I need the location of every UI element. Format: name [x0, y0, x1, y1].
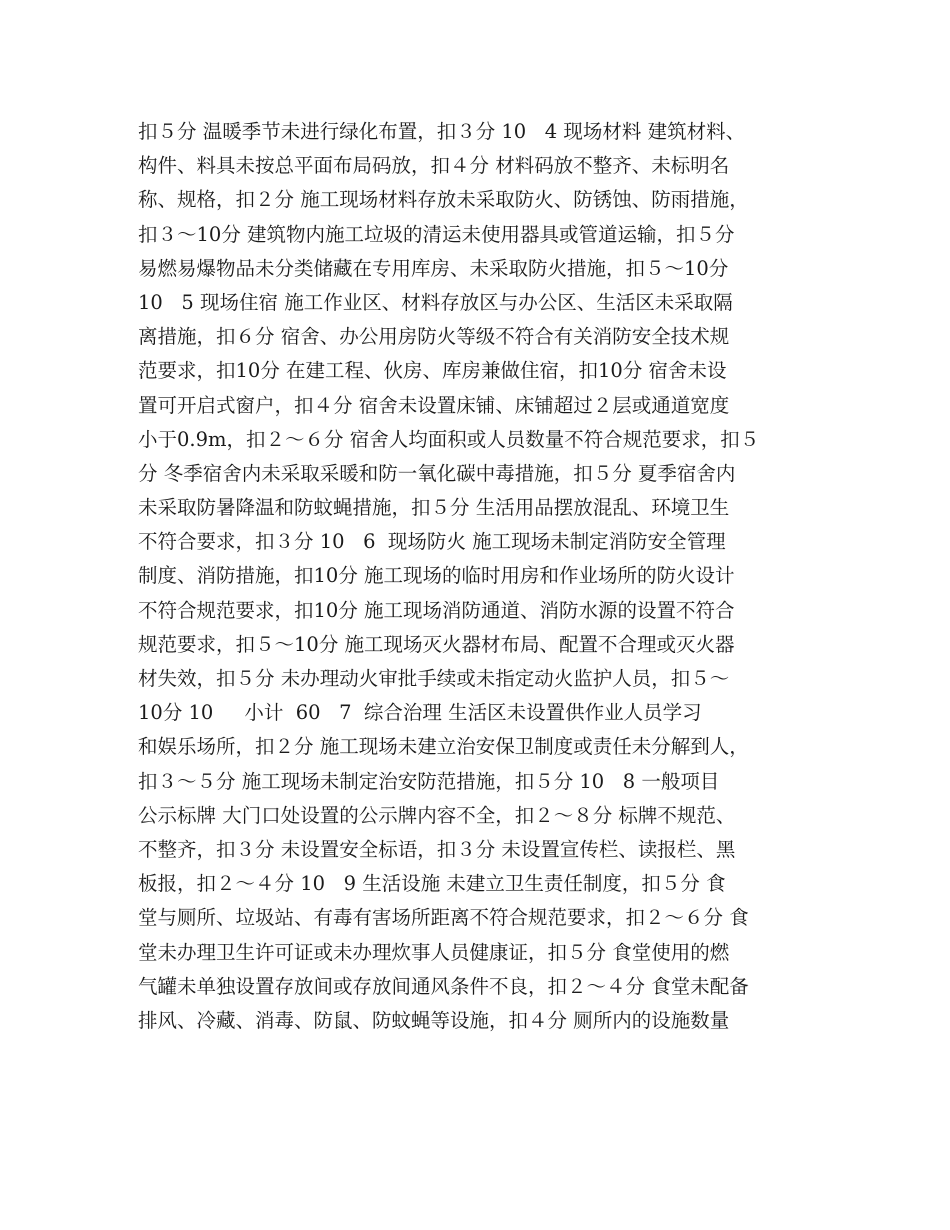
text-line: 构件、料具未按总平面布局码放，扣４分 材料码放不整齐、未标明名 [138, 154, 730, 178]
text-line: 公示标牌 大门口处设置的公示牌内容不全，扣２～８分 标牌不规范、 [138, 803, 736, 827]
text-line: 扣３～５分 施工现场未制定治安防范措施，扣５分 10 8 一般项目 [138, 769, 720, 793]
text-line: 置可开启式窗户，扣４分 宿舍未设置床铺、床铺超过２层或通道宽度 [138, 393, 730, 417]
text-line: 小于0.9m，扣２～６分 宿舍人均面积或人员数量不符合规范要求，扣５ [138, 427, 760, 451]
text-line: 不整齐，扣３分 未设置安全标语，扣３分 未设置宣传栏、读报栏、黑 [138, 837, 736, 861]
text-line: 称、规格，扣２分 施工现场材料存放未采取防火、防锈蚀、防雨措施， [138, 188, 749, 212]
text-line: 材失效，扣５分 未办理动火审批手续或未指定动火监护人员，扣５～ [138, 667, 730, 690]
text-line: 排风、冷藏、消毒、防鼠、防蚊蝇等设施，扣４分 厕所内的设施数量 [138, 1008, 730, 1032]
text-line: 不符合规范要求，扣10分 施工现场消防通道、消防水源的设置不符合 [138, 598, 735, 622]
text-line: 堂未办理卫生许可证或未办理炊事人员健康证，扣５分 食堂使用的燃 [138, 940, 730, 964]
text-line: 板报，扣２～４分 10 9 生活设施 未建立卫生责任制度，扣５分 食 [138, 872, 726, 896]
text-line: 堂与厕所、垃圾站、有毒有害场所距离不符合规范要求，扣２～６分 食 [138, 906, 749, 930]
text-line: 气罐未单独设置存放间或存放间通风条件不良，扣２～４分 食堂未配备 [138, 974, 749, 998]
text-line: 未采取防暑降温和防蚊蝇措施，扣５分 生活用品摆放混乱、环境卫生 [138, 496, 730, 520]
text-line: 范要求，扣10分 在建工程、伙房、库房兼做住宿，扣10分 宿舍未设 [138, 359, 727, 383]
text-line: 10 5 现场住宿 施工作业区、材料存放区与办公区、生活区未采取隔 [138, 290, 733, 314]
text-line: 易燃易爆物品未分类储藏在专用库房、未采取防火措施，扣５～10分 [138, 256, 729, 280]
text-line: 不符合要求，扣３分 10 6 现场防火 施工现场未制定消防安全管理 [138, 530, 726, 554]
text-line: 扣３～10分 建筑物内施工垃圾的清运未使用器具或管道运输，扣５分 [138, 222, 735, 246]
text-line: 规范要求，扣５～10分 施工现场灭火器材布局、配置不合理或灭火器 [138, 632, 735, 656]
text-line: 离措施，扣６分 宿舍、办公用房防火等级不符合有关消防安全技术规 [138, 325, 730, 349]
text-line: 制度、消防措施，扣10分 施工现场的临时用房和作业场所的防火设计 [138, 564, 735, 588]
text-line: 10分 10 小计 60 7 综合治理 生活区未设置供作业人员学习 [138, 701, 702, 725]
text-line: 分 冬季宿舍内未采取采暖和防一氧化碳中毒措施，扣５分 夏季宿舍内 [138, 461, 736, 485]
body-text [138, 115, 828, 1038]
text-line: 扣５分 温暖季节未进行绿化布置，扣３分 10 4 现场材料 建筑材料、 [138, 120, 746, 143]
text-line: 和娱乐场所，扣２分 施工现场未建立治安保卫制度或责任未分解到人， [138, 735, 749, 759]
